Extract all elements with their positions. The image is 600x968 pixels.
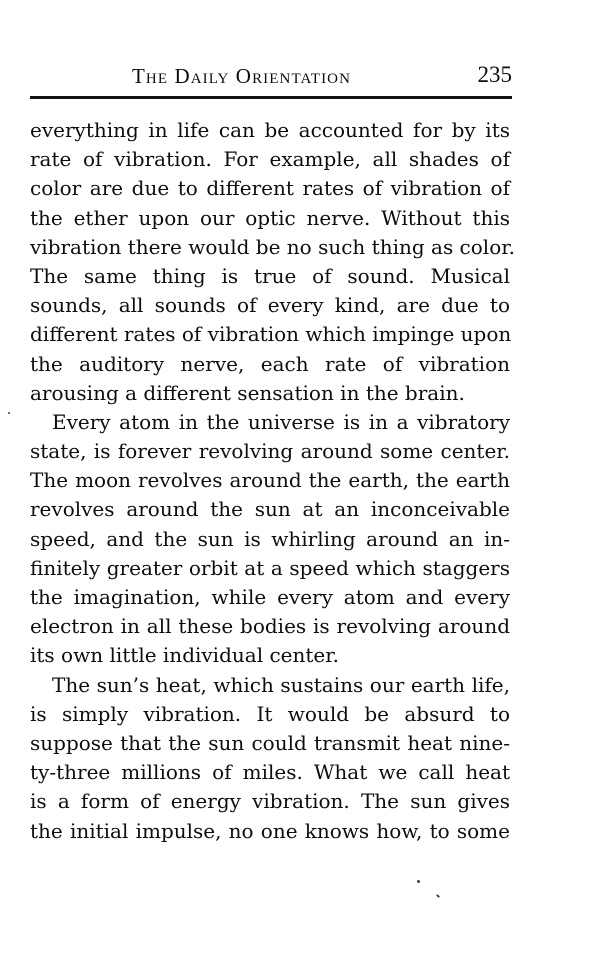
body-text <box>30 116 515 846</box>
scan-speck <box>417 880 420 883</box>
text-line: color are due to different rates of vibration of <box>30 176 510 201</box>
text-line: finitely greater orbit at a speed which staggers <box>30 555 510 580</box>
text-line: The sun’s heat, which sustains our earth life, <box>52 672 510 697</box>
text-line: state, is forever revolving around some center. <box>30 439 510 464</box>
scan-speck <box>8 412 10 414</box>
text-line: different rates of vibration which impinge upon <box>30 322 512 347</box>
text-line: revolves around the sun at an inconceivable <box>30 497 510 522</box>
text-line: suppose that the sun could transmit heat nine- <box>30 730 510 755</box>
text-line: The same thing is true of sound. Musical <box>30 263 510 288</box>
text-line: everything in life can be accounted for by its <box>30 118 510 142</box>
text-line: the imagination, while every atom and every <box>30 585 510 609</box>
header-rule <box>30 96 512 99</box>
text-line: sounds, all sounds of every kind, are due to <box>30 293 510 318</box>
text-line: its own little individual center. <box>30 643 339 668</box>
page-number: 235 <box>477 62 512 87</box>
running-head-title: The Daily Orientation <box>132 64 352 88</box>
text-line: ty-three millions of miles. What we call heat <box>30 760 510 785</box>
text-line: the ether upon our optic nerve. Without this <box>30 205 510 230</box>
running-head <box>30 60 510 94</box>
text-line: the initial impulse, no one knows how, to some <box>30 818 510 843</box>
text-line: The moon revolves around the earth, the earth <box>30 468 510 493</box>
text-line: vibration there would be no such thing as color. <box>30 234 515 259</box>
text-line: the auditory nerve, each rate of vibration <box>30 351 510 376</box>
scan-speck <box>436 894 440 898</box>
text-line: is a form of energy vibration. The sun gives <box>30 789 510 814</box>
text-line: speed, and the sun is whirling around an in- <box>30 526 510 551</box>
text-line: arousing a different sensation in the brain. <box>30 380 465 405</box>
text-line: is simply vibration. It would be absurd to <box>30 701 510 726</box>
text-line: electron in all these bodies is revolving around <box>30 614 510 639</box>
text-line: Every atom in the universe is in a vibratory <box>52 409 510 434</box>
text-line: rate of vibration. For example, all shades of <box>30 147 510 172</box>
